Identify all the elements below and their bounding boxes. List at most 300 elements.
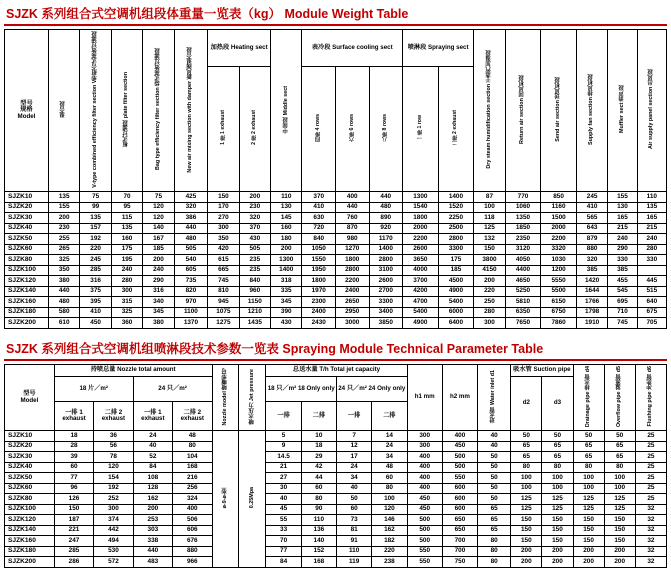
cell-value: 36 — [94, 431, 133, 442]
cell-value: 17 — [336, 452, 371, 463]
cell-value: 6350 — [505, 307, 541, 318]
cell-value: 880 — [576, 244, 607, 255]
cell-value: 155 — [48, 202, 79, 213]
cell-value: 252 — [94, 494, 133, 505]
cell-value: 100 — [372, 494, 407, 505]
cell-value: 440 — [48, 286, 79, 297]
cell-value: 221 — [54, 525, 93, 536]
cell-value: 4000 — [403, 265, 439, 276]
cell-value: 820 — [174, 286, 208, 297]
cell-value: 290 — [608, 244, 637, 255]
cell-value: 425 — [174, 192, 208, 203]
row-model: SJZK100 — [5, 265, 49, 276]
subcol-cooling-6rows: 六排 6 rows — [335, 66, 369, 192]
cell-value: 240 — [143, 265, 174, 276]
group-nozzle-total-amount: 持喷总量 Nozzle total amount — [54, 364, 212, 376]
row-model: SJZK200 — [5, 557, 55, 568]
cell-value: 970 — [174, 297, 208, 308]
cell-value: 630 — [302, 213, 336, 224]
cell-value: 450 — [407, 504, 442, 515]
title-rule-1 — [4, 24, 667, 26]
cell-value: 386 — [174, 213, 208, 224]
cell-value: 410 — [80, 307, 111, 318]
cell-value: 385 — [608, 265, 637, 276]
cell-value: 945 — [208, 297, 239, 308]
cell-value: 146 — [372, 515, 407, 526]
cell-value: 600 — [442, 494, 477, 505]
cell-value: 350 — [48, 265, 79, 276]
cell-value: 60 — [301, 483, 336, 494]
cell-value: 154 — [94, 473, 133, 484]
cell-value: 80 — [372, 483, 407, 494]
cell-value: 330 — [637, 255, 666, 266]
cell-value: 10 — [301, 431, 336, 442]
cell-value: 1550 — [302, 255, 336, 266]
table-row — [5, 515, 667, 526]
cell-value: 175 — [438, 255, 474, 266]
cell-value: 27 — [266, 473, 301, 484]
cell-value: 6150 — [541, 297, 577, 308]
cell-value: 2200 — [403, 234, 439, 245]
cell-value: 32 — [635, 557, 666, 568]
col-bag-filter-section: Bag type efficiency filter section 袋式高效过滤段 — [143, 30, 174, 192]
cell-value: 70 — [111, 192, 142, 203]
cell-value: 5 — [266, 431, 301, 442]
cell-value: 285 — [80, 265, 111, 276]
table-row — [5, 525, 667, 536]
cell-value: 2200 — [335, 276, 369, 287]
cell-value: 65 — [542, 441, 573, 452]
cell-value: 3000 — [335, 318, 369, 329]
row-model: SJZK30 — [5, 213, 49, 224]
cell-value: 2000 — [403, 223, 439, 234]
cell-value: 9 — [266, 441, 301, 452]
cell-value: 695 — [608, 297, 637, 308]
subcol-heating-1row: 1 排 1 exhaust — [208, 66, 239, 192]
cell-value: 100 — [573, 473, 604, 484]
row-model: SJZK140 — [5, 525, 55, 536]
cell-value: 480 — [48, 297, 79, 308]
cell-value: 45 — [266, 504, 301, 515]
subcol-cap18-1row: 一排 — [266, 402, 301, 431]
cell-value: 270 — [208, 213, 239, 224]
subcol-spray-2row: 二排 2 exhaust — [438, 66, 474, 192]
col-supply-fan-section: Supply fan section 排风机段 — [576, 30, 607, 192]
cell-value: 34 — [336, 473, 371, 484]
cell-value: 200 — [48, 213, 79, 224]
cell-value: 1060 — [505, 202, 541, 213]
cell-value: 720 — [302, 223, 336, 234]
cell-value: 42 — [301, 462, 336, 473]
table-row — [5, 276, 667, 287]
col-flushing-pipe-d6: Flushing pipe 冲洗管 d6 — [635, 364, 666, 431]
cell-value: 500 — [407, 536, 442, 547]
cell-value: 4900 — [403, 318, 439, 329]
subcol-cooling-8rows: 八排 8 rows — [369, 66, 403, 192]
cell-value: 140 — [143, 223, 174, 234]
cell-value: 14.5 — [266, 452, 301, 463]
cell-value: 280 — [474, 307, 505, 318]
row-model: SJZK100 — [5, 504, 55, 515]
cell-value: 125 — [542, 494, 573, 505]
cell-value: 65 — [511, 452, 542, 463]
cell-value: 65 — [604, 452, 635, 463]
cell-value: 1300 — [403, 192, 439, 203]
cell-value: 185 — [438, 265, 474, 276]
cell-value: 2250 — [438, 213, 474, 224]
cell-value: 150 — [542, 515, 573, 526]
cell-value: 1400 — [438, 192, 474, 203]
cell-value: 7860 — [541, 318, 577, 329]
cell-value: 5400 — [403, 307, 439, 318]
row-model: SJZK40 — [5, 223, 49, 234]
cell-value: 32 — [635, 504, 666, 515]
cell-value: 5400 — [438, 297, 474, 308]
group-heating-section: 加热段 Heating sect — [208, 30, 271, 67]
cell-value: 1170 — [369, 234, 403, 245]
cell-value: 235 — [239, 265, 270, 276]
cell-value: 650 — [442, 525, 477, 536]
cell-value: 65 — [478, 504, 511, 515]
cell-value: 2000 — [541, 223, 577, 234]
cell-value: 3650 — [403, 255, 439, 266]
cell-value: 1540 — [403, 202, 439, 213]
cell-value: 165 — [637, 213, 666, 224]
col-new-air-mixing-section: New air mixing section with damper 新风阀混合段 — [174, 30, 208, 192]
cell-value: 370 — [239, 223, 270, 234]
cell-value: 430 — [239, 234, 270, 245]
cell-value: 300 — [111, 286, 142, 297]
subgroup-18-per-m2: 18 片／m² — [54, 376, 133, 402]
cell-value: 1160 — [541, 202, 577, 213]
subcol-24-2exhaust: 二排 2 exhaust — [173, 402, 212, 431]
cell-value: 160 — [111, 234, 142, 245]
cell-value: 70 — [266, 536, 301, 547]
cell-value: 2600 — [369, 276, 403, 287]
cell-value: 810 — [208, 286, 239, 297]
cell-value: 500 — [442, 462, 477, 473]
cell-value: 6750 — [541, 307, 577, 318]
cell-value: 320 — [174, 202, 208, 213]
cell-value: 290 — [143, 276, 174, 287]
cell-value: 157 — [80, 223, 111, 234]
cell-value: 3300 — [438, 244, 474, 255]
table-row — [5, 223, 667, 234]
cell-value: 135 — [48, 192, 79, 203]
cell-value: 400 — [407, 452, 442, 463]
group-suction-pipe: 吸水管 Suction pipe — [511, 364, 573, 376]
cell-value: 1970 — [302, 286, 336, 297]
table-row — [5, 546, 667, 557]
table1-model-header — [5, 30, 49, 192]
cell-value: 3850 — [369, 318, 403, 329]
cell-value: 180 — [271, 234, 302, 245]
cell-value: 30 — [266, 483, 301, 494]
cell-value: 745 — [208, 276, 239, 287]
cell-value: 32 — [635, 525, 666, 536]
subgroup-24-per-m2: 24 只／m² — [133, 376, 212, 402]
cell-value: 1910 — [576, 318, 607, 329]
row-model: SJZK60 — [5, 483, 55, 494]
cell-value: 40 — [478, 441, 511, 452]
col-h1: h1 mm — [407, 364, 442, 431]
cell-value: 150 — [208, 192, 239, 203]
table2-title-cn: SJZK 系列组合式空调机组喷淋段技术参数一览表 — [6, 341, 279, 356]
group-spraying-section: 喷淋段 Spraying sect — [403, 30, 474, 67]
row-model: SJZK40 — [5, 462, 55, 473]
cell-value: 73 — [336, 515, 371, 526]
cell-value: 335 — [271, 286, 302, 297]
cell-value: 200 — [542, 546, 573, 557]
cell-value: 1270 — [335, 244, 369, 255]
cell-value: 320 — [576, 255, 607, 266]
cell-value: 1800 — [302, 276, 336, 287]
model-en: Model — [17, 112, 36, 120]
cell-value: 65 — [478, 515, 511, 526]
cell-value: 325 — [111, 307, 142, 318]
cell-value: 450 — [407, 494, 442, 505]
table-row — [5, 452, 667, 463]
cell-value: 230 — [48, 223, 79, 234]
cell-value: 1850 — [505, 223, 541, 234]
col-middle-section: 中间段 Middle sect — [271, 30, 302, 192]
cell-value: 400 — [442, 431, 477, 442]
cell-value: 440 — [174, 223, 208, 234]
cell-value: 132 — [474, 234, 505, 245]
subcol-24-1exhaust: 一排 1 exhaust — [133, 402, 172, 431]
cell-value: 615 — [208, 255, 239, 266]
cell-value: 200 — [573, 546, 604, 557]
cell-value: 374 — [94, 515, 133, 526]
cell-value: 84 — [266, 557, 301, 568]
cell-value: 40 — [133, 441, 172, 452]
cell-value: 2430 — [302, 318, 336, 329]
cell-value: 483 — [133, 557, 172, 568]
nozzle-model-value: ø-9-ø-型 — [212, 431, 239, 568]
cell-value: 350 — [208, 234, 239, 245]
cell-value: 18 — [301, 441, 336, 452]
cell-value: 380 — [143, 318, 174, 329]
cell-value: 128 — [133, 483, 172, 494]
cell-value: 700 — [442, 546, 477, 557]
cell-value: 1370 — [174, 318, 208, 329]
subgroup-capacity-24: 24 只／m² 24 Only only — [336, 376, 407, 402]
col-drainage-pipe-d4: Drainage pipe 排水管 d4 — [573, 364, 604, 431]
cell-value: 56 — [94, 441, 133, 452]
cell-value: 4400 — [505, 265, 541, 276]
cell-value: 25 — [635, 452, 666, 463]
cell-value: 600 — [442, 483, 477, 494]
cell-value: 430 — [271, 318, 302, 329]
cell-value: 1950 — [302, 265, 336, 276]
cell-value: 135 — [80, 213, 111, 224]
col-overflow-pipe-d5: Overflow pipe 溢流管 d5 — [604, 364, 635, 431]
cell-value: 100 — [604, 473, 635, 484]
cell-value: 162 — [372, 525, 407, 536]
cell-value: 480 — [369, 202, 403, 213]
cell-value: 150 — [542, 525, 573, 536]
cell-value: 126 — [54, 494, 93, 505]
cell-value: 65 — [542, 452, 573, 463]
cell-value: 1275 — [208, 318, 239, 329]
cell-value: 500 — [442, 452, 477, 463]
cell-value: 1420 — [576, 276, 607, 287]
cell-value: 1030 — [541, 255, 577, 266]
cell-value: 5500 — [541, 286, 577, 297]
cell-value: 235 — [239, 255, 270, 266]
cell-value: 80 — [478, 536, 511, 547]
cell-value: 65 — [604, 441, 635, 452]
cell-value: 385 — [576, 265, 607, 276]
table-row — [5, 265, 667, 276]
cell-value: 5250 — [505, 286, 541, 297]
cell-value: 80 — [511, 462, 542, 473]
cell-value: 135 — [111, 223, 142, 234]
jet-pressure-value: 0.25Mpa — [239, 431, 266, 568]
cell-value: 1100 — [174, 307, 208, 318]
title-rule-2 — [4, 359, 667, 361]
cell-value: 96 — [54, 483, 93, 494]
cell-value: 50 — [511, 431, 542, 442]
cell-value: 60 — [54, 462, 93, 473]
cell-value: 324 — [173, 494, 212, 505]
cell-value: 120 — [94, 462, 133, 473]
cell-value: 100 — [573, 483, 604, 494]
cell-value: 400 — [407, 462, 442, 473]
cell-value: 400 — [407, 483, 442, 494]
cell-value: 80 — [573, 462, 604, 473]
table2-title-en: Spraying Module Technical Parameter Table — [282, 341, 544, 356]
cell-value: 150 — [573, 515, 604, 526]
cell-value: 480 — [174, 234, 208, 245]
table2-title — [0, 335, 671, 359]
cell-value: 80 — [478, 546, 511, 557]
cell-value: 2800 — [335, 265, 369, 276]
cell-value: 40 — [266, 494, 301, 505]
cell-value: 506 — [173, 515, 212, 526]
cell-value: 572 — [94, 557, 133, 568]
subcol-cap24-2row: 二排 — [372, 402, 407, 431]
cell-value: 890 — [369, 213, 403, 224]
cell-value: 325 — [48, 255, 79, 266]
cell-value: 33 — [266, 525, 301, 536]
cell-value: 91 — [336, 536, 371, 547]
cell-value: 168 — [301, 557, 336, 568]
cell-value: 220 — [474, 286, 505, 297]
cell-value: 3320 — [541, 244, 577, 255]
cell-value: 187 — [54, 515, 93, 526]
cell-value: 2650 — [335, 297, 369, 308]
cell-value: 150 — [511, 525, 542, 536]
cell-value: 705 — [637, 318, 666, 329]
cell-value: 240 — [608, 234, 637, 245]
cell-value: 90 — [301, 504, 336, 515]
cell-value: 445 — [637, 276, 666, 287]
cell-value: 55 — [266, 515, 301, 526]
table1-title-en: Module Weight Table — [284, 7, 409, 21]
cell-value: 2200 — [541, 234, 577, 245]
cell-value: 1075 — [208, 307, 239, 318]
cell-value: 450 — [442, 441, 477, 452]
cell-value: 167 — [143, 234, 174, 245]
cell-value: 550 — [442, 473, 477, 484]
cell-value: 150 — [511, 515, 542, 526]
cell-value: 6400 — [438, 318, 474, 329]
cell-value: 110 — [271, 192, 302, 203]
cell-value: 710 — [608, 307, 637, 318]
cell-value: 400 — [407, 473, 442, 484]
cell-value: 286 — [54, 557, 93, 568]
cell-value: 150 — [604, 515, 635, 526]
cell-value: 750 — [442, 557, 477, 568]
cell-value: 48 — [173, 431, 212, 442]
table1-title-cn: SJZK 系列组合式空调机组段体重量一览表（kg） — [6, 7, 282, 21]
cell-value: 5810 — [505, 297, 541, 308]
cell-value: 850 — [541, 192, 577, 203]
cell-value: 550 — [407, 557, 442, 568]
cell-value: 1435 — [239, 318, 270, 329]
cell-value: 675 — [637, 307, 666, 318]
row-model: SJZK120 — [5, 515, 55, 526]
cell-value: 455 — [608, 276, 637, 287]
table-row — [5, 202, 667, 213]
cell-value: 150 — [573, 525, 604, 536]
cell-value: 345 — [143, 307, 174, 318]
row-model: SJZK50 — [5, 473, 55, 484]
table-row — [5, 244, 667, 255]
cell-value: 39 — [54, 452, 93, 463]
cell-value: 25 — [635, 473, 666, 484]
cell-value: 25 — [635, 441, 666, 452]
cell-value: 120 — [143, 202, 174, 213]
cell-value: 200 — [239, 192, 270, 203]
cell-value: 110 — [336, 546, 371, 557]
table-row — [5, 255, 667, 266]
cell-value: 200 — [271, 244, 302, 255]
cell-value: 735 — [174, 276, 208, 287]
cell-value: 24 — [336, 462, 371, 473]
cell-value: 120 — [372, 504, 407, 515]
cell-value: 100 — [542, 473, 573, 484]
cell-value: 650 — [442, 515, 477, 526]
table-row — [5, 494, 667, 505]
cell-value: 216 — [173, 473, 212, 484]
cell-value: 280 — [637, 244, 666, 255]
cell-value: 1300 — [271, 255, 302, 266]
cell-value: 125 — [604, 494, 635, 505]
cell-value: 565 — [576, 213, 607, 224]
cell-value: 966 — [173, 557, 212, 568]
cell-value: 84 — [133, 462, 172, 473]
table-row — [5, 297, 667, 308]
cell-value: 240 — [637, 234, 666, 245]
col-return-air-section: Return air section 回风机段 — [505, 30, 541, 192]
cell-value: 25 — [635, 462, 666, 473]
cell-value: 150 — [511, 536, 542, 547]
row-model: SJZK180 — [5, 307, 49, 318]
col-suction-d3: d3 — [542, 376, 573, 431]
cell-value: 4700 — [403, 297, 439, 308]
col-v-filter-section: V-type combined efficiency filter section V型组合式高效过滤段 — [80, 30, 111, 192]
cell-value: 24 — [133, 431, 172, 442]
cell-value: 500 — [407, 515, 442, 526]
group-total-jet-capacity: 总送水量 T/h Total jet capacity — [266, 364, 407, 376]
cell-value: 50 — [336, 494, 371, 505]
cell-value: 530 — [94, 546, 133, 557]
cell-value: 316 — [80, 276, 111, 287]
cell-value: 195 — [111, 255, 142, 266]
cell-value: 247 — [54, 536, 93, 547]
